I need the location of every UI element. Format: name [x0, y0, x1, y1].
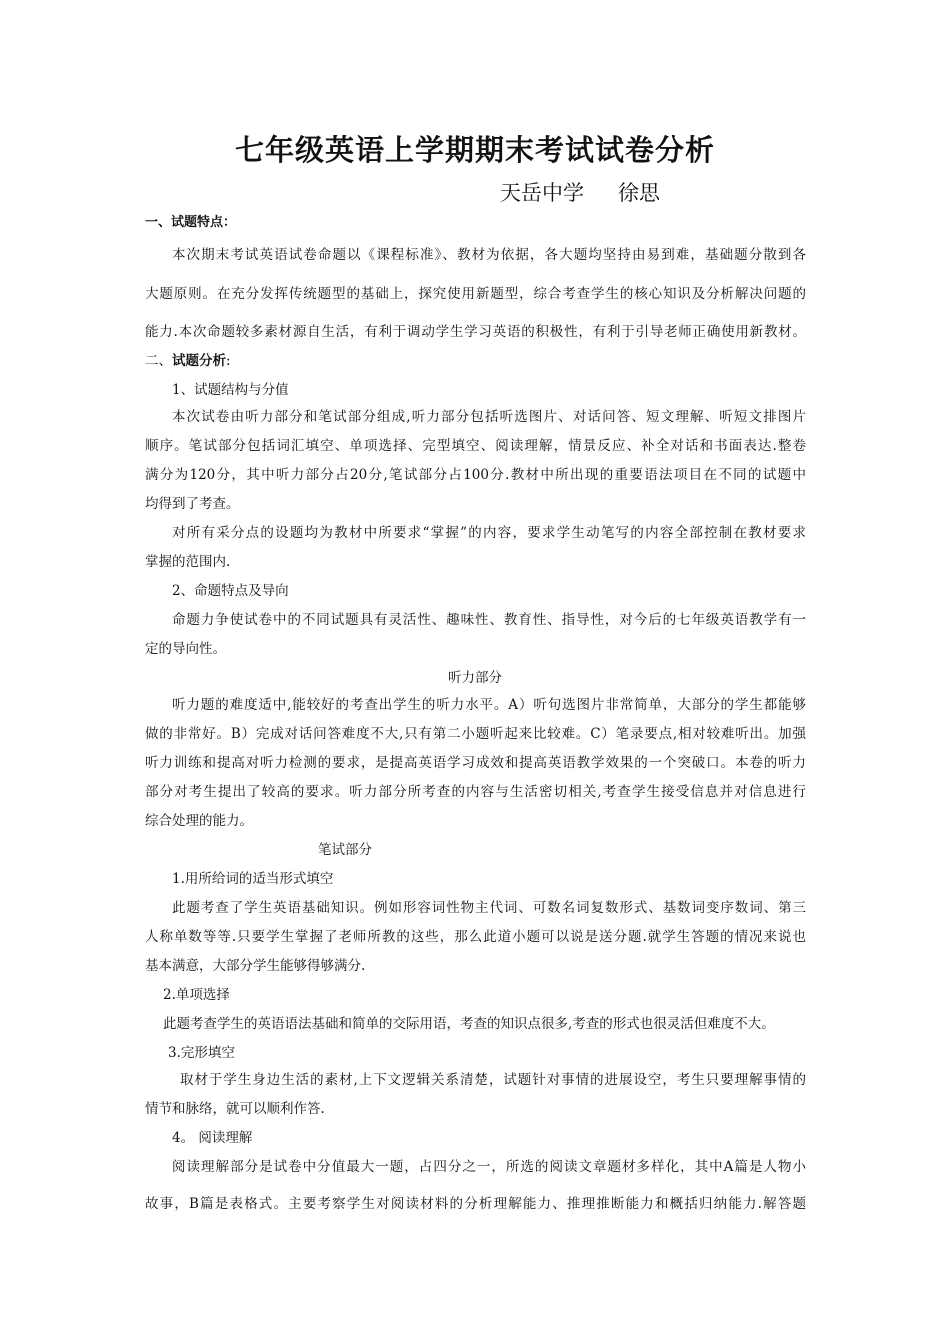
paragraph-line: 听力训练和提高对听力检测的要求，是提高英语学习成效和提高英语教学效果的一个突破口。本卷的听力 — [145, 755, 806, 771]
paragraph-line: 综合处理的能力。 — [145, 813, 253, 829]
paragraph-line: 取材于学生身边生活的素材,上下文逻辑关系清楚，试题针对事情的进展设空，考生只要理解事情的 — [180, 1072, 806, 1088]
section2-heading-bold: 试题分析 — [172, 353, 226, 369]
paragraph-line: 均得到了考查。 — [145, 496, 240, 512]
paragraph-line: 做的非常好。B）完成对话问答难度不大,只有第二小题听起来比较难。C）笔录要点,相对较难听出。加强 — [145, 726, 806, 742]
w1-heading: 1.用所给词的适当形式填空 — [172, 871, 334, 887]
author-line — [500, 179, 660, 207]
w2-heading: 2.单项选择 — [163, 987, 230, 1003]
author-name: 徐思 — [618, 181, 660, 205]
paragraph-line: 命题力争使试卷中的不同试题具有灵活性、趣味性、教育性、指导性，对今后的七年级英语教学有一 — [172, 612, 806, 628]
paragraph-line: 故事，B篇是表格式。主要考察学生对阅读材料的分析理解能力、推理推断能力和概括归纳能力.解答题 — [145, 1196, 806, 1212]
paragraph-line: 定的导向性。 — [145, 641, 226, 657]
paragraph-line: 能力.本次命题较多素材源自生活，有利于调动学生学习英语的积极性，有利于引导老师正确使用新教材。 — [145, 324, 806, 340]
school-name: 天岳中学 — [500, 181, 584, 205]
sub1-heading: 1、试题结构与分值 — [172, 382, 289, 398]
sub2-heading: 2、命题特点及导向 — [172, 583, 289, 599]
paragraph-line: 顺序。笔试部分包括词汇填空、单项选择、完型填空、阅读理解，情景反应、补全对话和书面表达.整卷 — [145, 438, 806, 454]
w4-heading: 4。 阅读理解 — [172, 1130, 253, 1146]
document-title: 七年级英语上学期期末考试试卷分析 — [234, 133, 715, 167]
paragraph-line: 此题考查了学生英语基础知识。例如形容词性物主代词、可数名词复数形式、基数词变序数词、第三 — [172, 900, 806, 916]
paragraph-line: 大题原则。在充分发挥传统题型的基础上，探究使用新题型，综合考查学生的核心知识及分析解决问题的 — [145, 286, 806, 302]
paragraph-line: 对所有采分点的设题均为教材中所要求“掌握”的内容，要求学生动笔写的内容全部控制在教材要求 — [172, 525, 806, 541]
paragraph-line: 掌握的范围内. — [145, 554, 231, 570]
paragraph-line: 情节和脉络，就可以顺利作答. — [145, 1101, 325, 1117]
section1-heading: 一、试题特点： — [145, 215, 237, 230]
section2-heading-suffix: : — [226, 353, 231, 369]
paragraph-line: 阅读理解部分是试卷中分值最大一题，占四分之一，所选的阅读文章题材多样化，其中A篇是人物小 — [172, 1159, 806, 1175]
paragraph-line: 此题考查学生的英语语法基础和简单的交际用语，考查的知识点很多,考查的形式也很灵活但难度不大。 — [163, 1016, 775, 1032]
w3-heading: 3.完形填空 — [168, 1045, 235, 1061]
section2-heading-prefix: 二、 — [145, 353, 172, 369]
section2-heading — [145, 351, 231, 371]
paragraph-line: 人称单数等等.只要学生掌握了老师所教的这些，那么此道小题可以说是送分题.就学生答题的情况来说也 — [145, 929, 806, 945]
paragraph-line: 满分为120分，其中听力部分占20分,笔试部分占100分.教材中所出现的重要语法项目在不同的试题中 — [145, 467, 806, 483]
paragraph-line: 基本满意，大部分学生能够得够满分. — [145, 958, 366, 974]
paragraph-line: 本次试卷由听力部分和笔试部分组成,听力部分包括听选图片、对话问答、短文理解、听短文排图片 — [172, 409, 806, 425]
listening-heading: 听力部分 — [448, 670, 502, 686]
paragraph-line: 本次期末考试英语试卷命题以《课程标准》、教材为依据，各大题均坚持由易到难，基础题分散到各 — [172, 247, 806, 263]
paragraph-line: 听力题的难度适中,能较好的考查出学生的听力水平。A）听句选图片非常简单，大部分的学生都能够 — [172, 697, 806, 713]
written-heading: 笔试部分 — [318, 842, 372, 858]
paragraph-line: 部分对考生提出了较高的要求。听力部分所考查的内容与生活密切相关,考查学生接受信息并对信息进行 — [145, 784, 806, 800]
